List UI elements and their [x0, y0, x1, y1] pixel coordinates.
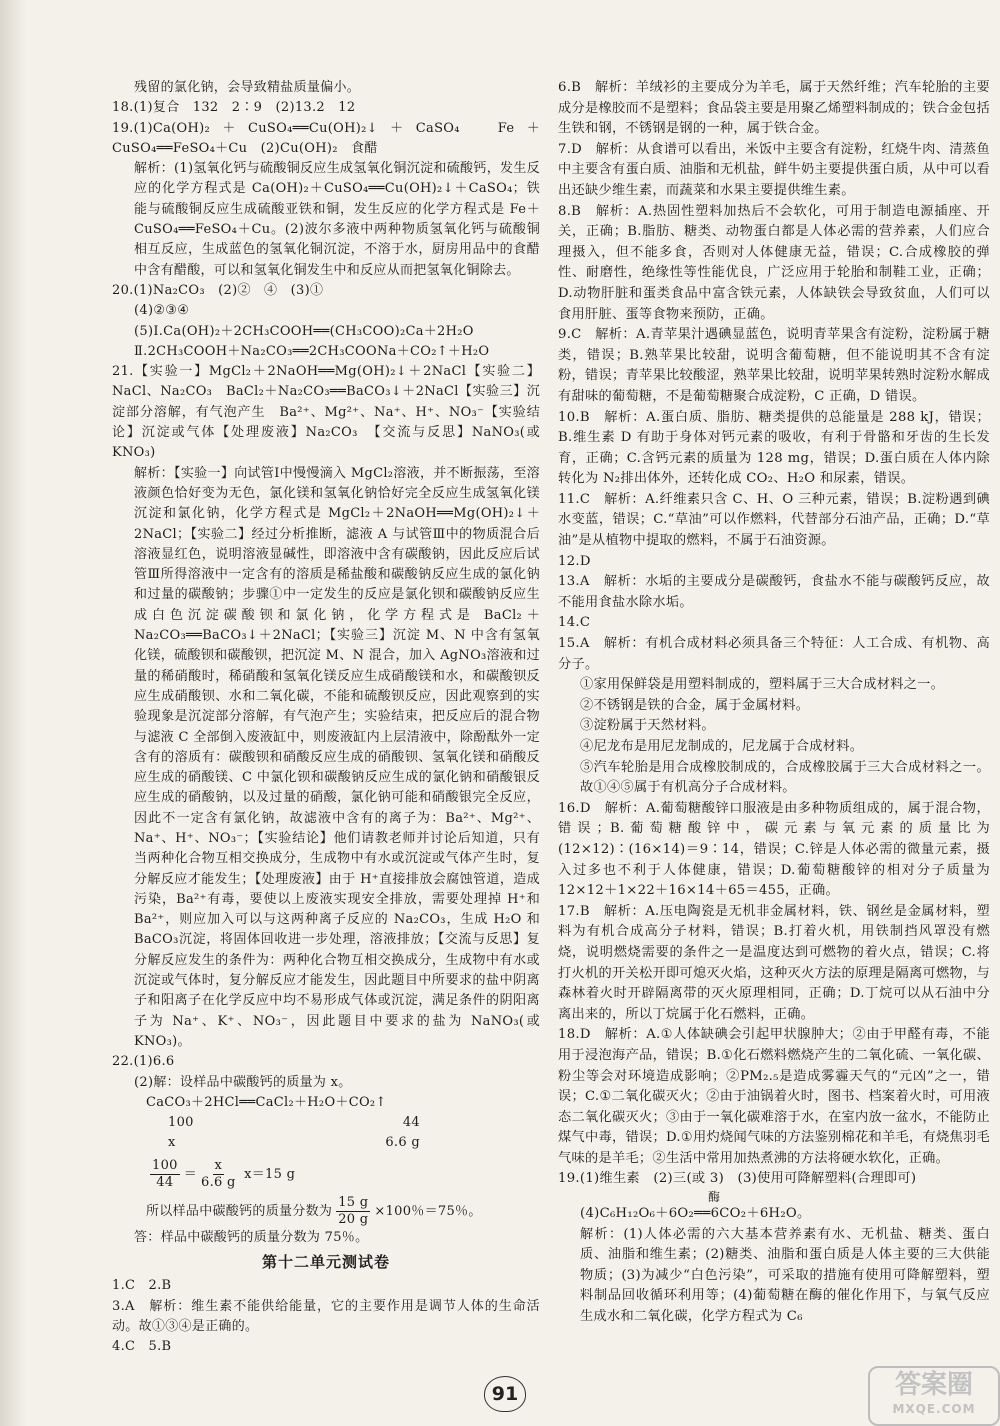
answer-11: 11.C 解析：A.纤维素只含 C、H、O 三种元素，错误；B.淀粉遇到碘水变蓝，错误；C.“草油”可以作燃料，代替部分石油产品，正确；D.“草油”是从植物中提取的燃料，不属于石油资源。 [558, 491, 990, 549]
answer-7: 7.D 解析：从食谱可以看出，米饭中主要含有淀粉，红烧牛肉、清蒸鱼中主要含有蛋白质、油脂和无机盐，鲜牛奶主要提供蛋白质，从中可以看出还缺少维生素，而蔬菜和水果主要提供维生素。 [558, 141, 990, 198]
answer-19: 19.(1)Ca(OH)₂＋CuSO₄══Cu(OH)₂↓＋CaSO₄ Fe＋CuSO₄══FeSO₄＋Cu (2)Cu(OH)₂ 食醋 [112, 120, 540, 156]
answer-15-item: ⑤汽车轮胎是用合成橡胶制成的，合成橡胶属于三大合成材料之一。故①④⑤属于有机高分子合成材料。 [580, 759, 990, 796]
answer-15-item: ②不锈钢是铁的合金，属于金属材料。 [580, 697, 810, 713]
analysis-19: 解析：(1)氢氧化钙与硫酸铜反应生成氢氧化铜沉淀和硫酸钙，发生反应的化学方程式是 Ca(OH)₂＋CuSO₄══Cu(OH)₂↓＋CaSO₄；铁能与硫酸铜反应生成硫酸亚铁和铜，发生反应的化学方程式是 Fe＋CuSO₄══FeSO₄＋Cu。(2)波尔多液中两种物质氢氧化钙与硫酸铜相互反应，生成蓝色的氢氧化铜沉淀，不溶于水，厨房用品中的食醋中含有醋酸，可以和氢氧化铜发生中和反应从而把氢氧化铜除去。 [134, 161, 540, 278]
equation-row-1 [112, 1113, 540, 1133]
text-line: 残留的氯化钠，会导致精盐质量偏小。 [134, 80, 361, 95]
answer-20-4: (4)②③④ [134, 303, 190, 319]
answer-12: 12.D [558, 553, 591, 569]
scan-shadow [0, 0, 26, 1426]
eq-row1-right: 44 [402, 1115, 420, 1131]
ratio-right: $\frac{x}{6.6 g}$ [201, 1157, 236, 1190]
answer-20: 20.(1)Na₂CO₃ (2)② ④ (3)① [112, 282, 324, 298]
eq-row2-right: 6.6 g [385, 1135, 420, 1151]
unit-answer-4-5: 4.C 5.B [112, 1339, 172, 1355]
equation-19: (4)C₆H₁₂O₆＋6O₂══6CO₂＋6H₂O。 [580, 1206, 811, 1222]
percentage-line: 所以样品中碳酸钙的质量分数为 $\frac{15 g}{20 g}$ ×100％＝75％。 [146, 1194, 482, 1227]
answer-17: 17.B 解析：A.压电陶瓷是无机非金属材料，铁、钢丝是金属材料，塑料为有机合成高分子材料，错误；B.打着火机，用铁制挡风罩没有燃烧，说明燃烧需要的条件之一是温度达到可燃物的着火点，错误；C.将打火机的开关松开即可熄灭火焰，这种灭火方法的原理是隔离可燃物，与森林着火时开辟隔离带的灭火原理相同，正确；D.丁烷可以从石油中分离出来的，所以丁烷属于化石燃料，正确。 [558, 903, 990, 1022]
analysis-21: 解析：【实验一】向试管Ⅰ中慢慢滴入 MgCl₂溶液，并不断振荡，至溶液颜色恰好变为无色，氯化镁和氢氧化钠恰好完全反应生成氢氧化镁沉淀和氯化钠，化学方程式是 MgCl₂＋2NaOH══Mg(OH)₂↓＋2NaCl；【实验二】经过分析推断，滤液 A 与试管Ⅲ中的物质混合后溶液显红色，说明溶液显碱性，即溶液中含有碳酸钠，因此反应后试管Ⅲ所得溶液中一定含有的溶质是稀盐酸和碳酸钠反应生成的氯化钠和过量的碳酸钠；步骤①中一定发生的反应是氯化钡和碳酸钠反应生成白色沉淀碳酸钡和氯化钠，化学方程式是 BaCl₂＋Na₂CO₃══BaCO₃↓＋2NaCl；【实验三】沉淀 M、N 中含有氢氧化镁，硫酸钡和碳酸钡，把沉淀 M、N 混合，加入 AgNO₃溶液和过量的稀硝酸时，稀硝酸和氢氧化镁反应生成硝酸镁和水，和碳酸钡反应生成硝酸钡、水和二氧化碳，不能和硫酸钡反应，因此观察到的实验现象是沉淀部分溶解，有气泡产生；实验结束，把反应后的混合物与滤液 C 全部倒入废液缸中，则废液缸内上层清液中，除酚酞外一定含有的溶质有：碳酸钡和硝酸反应生成的硝酸钡、氢氧化镁和硝酸反应生成的硝酸镁、C 中氯化钡和碳酸钠反应生成的氯化钠和硝酸银反应生成的硝酸钠，以及过量的硝酸，氯化钠可能和硝酸银完全反应，因此不一定含有氯化钠，故滤液中含有的离子为：Ba²⁺、Mg²⁺、Na⁺、H⁺、NO₃⁻；【实验结论】他们请教老师并讨论后知道，只有当两种化合物互相交换成分，生成物中有水或沉淀或气体产生时，复分解反应才能发生；【处理废液】由于 H⁺直接排放会腐蚀管道，造成污染，Ba²⁺有毒，要使以上废液实现安全排放，需要处理掉 H⁺和 Ba²⁺，则应加入可以与这两种离子反应的 Na₂CO₃，生成 H₂O 和 BaCO₃沉淀，将固体回收进一步处理，溶液排放；【交流与反思】复分解反应发生的条件为：两种化合物互相交换成分，生成物中有水或沉淀或气体时，复分解反应才能发生，因此题目中所要求的盐中阴离子和阳离子在化学反应中均不易形成气体或沉淀，满足条件的阴阳离子为 Na⁺、K⁺、NO₃⁻，因此题目中要求的盐为 NaNO₃(或 KNO₃)。 [134, 465, 540, 1049]
final-answer: 答：样品中碳酸钙的质量分数为 75％。 [134, 1229, 369, 1245]
reaction-equation: CaCO₃＋2HCl══CaCl₂＋H₂O＋CO₂↑ [146, 1094, 387, 1110]
answer-20-5-i: (5)Ⅰ.Ca(OH)₂＋2CH₃COOH══(CH₃COO)₂Ca＋2H₂O [134, 323, 474, 339]
equation-block [112, 1093, 540, 1248]
watermark-logo: 答案圈 MXQE.COM [868, 1366, 1000, 1426]
eq-row1-left: 100 [168, 1115, 194, 1131]
right-column [558, 78, 990, 1328]
answer-18: 18.(1)复合 132 2∶9 (2)13.2 12 [112, 100, 356, 116]
answer-22: 22.(1)6.6 [112, 1054, 175, 1070]
answer-21: 21.【实验一】MgCl₂＋2NaOH══Mg(OH)₂↓＋2NaCl【实验二】NaCl、Na₂CO₃ BaCl₂＋Na₂CO₃══BaCO₃↓＋2NaCl【实验三】沉淀部分溶解，有气泡产生 Ba²⁺、Mg²⁺、Na⁺、H⁺、NO₃⁻【实验结论】沉淀或气体【处理废液】Na₂CO₃ 【交流与反思】NaNO₃(或 KNO₃) [112, 364, 540, 461]
left-column [112, 78, 540, 1358]
unit-answer-3: 3.A 解析：维生素不能供给能量，它的主要作用是调节人体的生命活动。故①③④是正确的。 [112, 1298, 540, 1334]
answer-8: 8.B 解析：A.热固性塑料加热后不会软化，可用于制造电源插座、开关，正确；B.脂肪、糖类、动物蛋白都是人体必需的营养素，人们应合理摄入，但不能多食，否则对人体健康无益，错误；C.合成橡胶的弹性、耐磨性，绝缘性等性能优良，广泛应用于轮胎和制鞋工业，正确；D.动物肝脏和蛋类食品中富含铁元素，人体缺铁会导致贫血，人们可以食用肝脏、蛋等食物来预防，正确。 [558, 203, 990, 322]
answer-20-5-ii: Ⅱ.2CH₃COOH＋Na₂CO₃══2CH₃COONa＋CO₂↑＋H₂O [134, 343, 490, 359]
ratio-result: x＝15 g [244, 1166, 296, 1182]
answer-18: 18.D 解析：A.①人体缺碘会引起甲状腺肿大；②由于甲醛有毒，不能用于浸泡海产品，错误；B.①化石燃料燃烧产生的二氧化硫、一氧化碳、粉尘等会对环境造成影响；②PM₂.₅是造成雾霾天气的“元凶”之一，错误；C.①二氧化碳灭火；②由于油锅着火时，图书、档案着火时，可用液态二氧化碳灭火；③由于一氧化碳难溶于水，在室内放一盆水，不能防止煤气中毒，错误；D.①用灼烧闻气味的方法鉴别棉花和羊毛，有烧焦羽毛气味的是羊毛；②生活中常用加热煮沸的方法将硬水软化，正确。 [558, 1027, 990, 1166]
ratio-left: $\frac{100}{44}$ [152, 1157, 178, 1190]
answer-15-item: ④尼龙布是用尼龙制成的，尼龙属于合成材料。 [580, 739, 864, 754]
answer-6: 6.B 解析：羊绒衫的主要成分为羊毛，属于天然纤维；汽车轮胎的主要成分是橡胶而不是塑料；食品袋主要是用聚乙烯塑料制成的；铁合金包括生铁和钢，不锈钢是钢的一种，属于铁合金。 [558, 80, 990, 137]
answer-15-item: ①家用保鲜袋是用塑料制成的，塑料属于三大合成材料之一。 [580, 677, 945, 693]
unit-title: 第十二单元测试卷 [261, 1253, 390, 1272]
pct-fraction: $\frac{15 g}{20 g}$ [338, 1194, 369, 1227]
analysis-19: 解析：(1)人体必需的六大基本营养素有水、无机盐、糖类、蛋白质、油脂和维生素；(2)糖类、油脂和蛋白质是人体主要的三大供能物质；(3)为减少“白色污染”，可采取的措施有使用可降解塑料，塑料制品回收循环利用等；(4)葡萄糖在酶的催化作用下，与氧气反应生成水和二氧化碳，化学方程式为 C₆ [580, 1226, 990, 1325]
equation-19-catalyst: 酶 [708, 1190, 721, 1205]
answer-13: 13.A 解析：水垢的主要成分是碳酸钙，食盐水不能与碳酸钙反应，故不能用食盐水除水垢。 [558, 574, 990, 610]
answer-10: 10.B 解析：A.蛋白质、脂肪、糖类提供的总能量是 288 kJ，错误；B.维生素 D 有助于身体对钙元素的吸收，有利于骨骼和牙齿的生长发育，正确；C.含钙元素的质量为 128 mg，错误；D.蛋白质在人体内除转化为 N₂排出体外，还转化成 CO₂、H₂O 和尿素，错误。 [558, 409, 990, 487]
answer-16: 16.D 解析：A.葡萄糖酸锌口服液是由多种物质组成的，属于混合物，错误；B.葡萄糖酸锌中，碳元素与氧元素的质量比为(12×12)∶(16×14)＝9∶14，错误；C.锌是人体必需的微量元素，摄入过多也不利于人体健康，错误；D.葡萄糖酸锌的相对分子质量为 12×12＋1×22＋16×14＋65＝455，正确。 [558, 800, 990, 899]
ratio-line: $\frac{100}{44}$ ＝ $\frac{x}{6.6 g}$ x＝15 g [152, 1157, 296, 1190]
solution-22: (2)解：设样品中碳酸钙的质量为 x。 [134, 1074, 352, 1090]
unit-answer-1-2: 1.C 2.B [112, 1278, 172, 1294]
answer-19: 19.(1)维生素 (2)三(或 3) (3)使用可降解塑料(合理即可) [558, 1171, 917, 1187]
answer-14: 14.C [558, 615, 591, 631]
answer-15-item: ③淀粉属于天然材料。 [580, 718, 715, 734]
answer-15: 15.A 解析：有机合成材料必须具备三个特征：人工合成、有机物、高分子。 [558, 636, 990, 672]
eq-row2-left: x [168, 1135, 176, 1151]
answer-9: 9.C 解析：A.青苹果汁遇碘显蓝色，说明青苹果含有淀粉，淀粉属于糖类，错误；B.熟苹果比较甜，说明含葡萄糖，但不能说明其不含有淀粉，错误；青苹果比较酸涩，熟苹果比较甜，说明苹果转熟时淀粉水解成有甜味的葡萄糖，不是葡萄糖聚合成淀粉，C 正确，D 错误。 [558, 327, 990, 404]
page-number: 91 [484, 1376, 526, 1412]
equation-row-2 [112, 1133, 540, 1153]
